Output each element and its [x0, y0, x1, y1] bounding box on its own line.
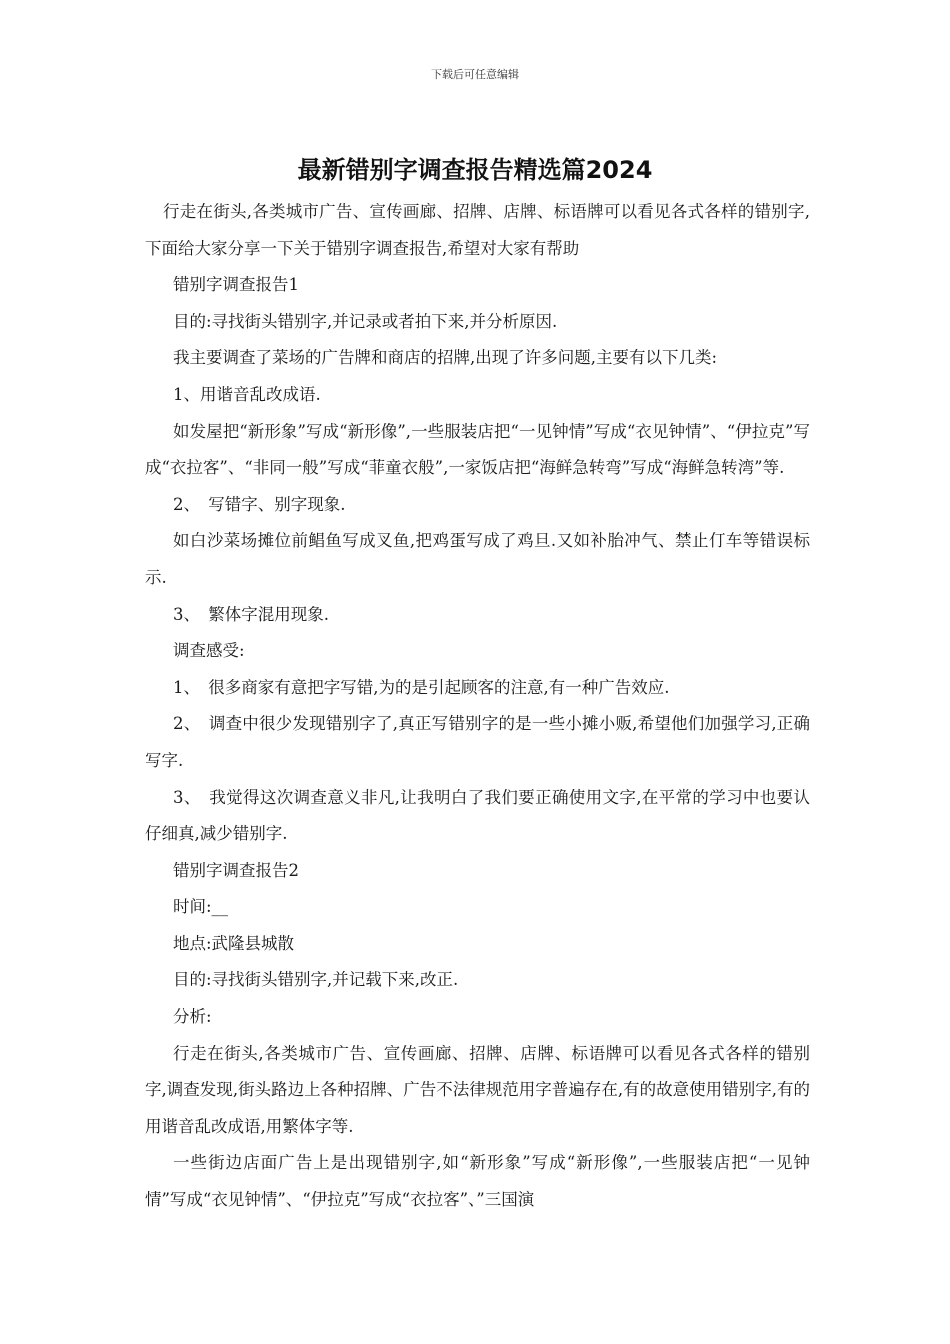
- paragraph: 目的:寻找街头错别字,并记载下来,改正.: [173, 970, 459, 990]
- header-note: 下载后可任意编辑: [431, 68, 519, 81]
- paragraph: 行走在街头,各类城市广告、宣传画廊、招牌、店牌、标语牌可以看见各式各样的错别字,调查发现,街头路边上各种招牌、广告不法律规范用字普遍存在,有的故意使用错别字,有的用谐音乱改成语,用繁体字等.: [145, 1043, 810, 1136]
- list-item: 1、用谐音乱改成语.: [173, 384, 321, 404]
- paragraph: 目的:寻找街头错别字,并记录或者拍下来,并分析原因.: [173, 311, 558, 331]
- section-heading-report-1: 错别字调查报告1: [173, 275, 299, 295]
- list-item: 3、 繁体字混用现象.: [173, 604, 329, 624]
- paragraph: 如白沙菜场摊位前鲳鱼写成叉鱼,把鸡蛋写成了鸡旦.又如补胎冲气、禁止仃车等错误标示.: [145, 531, 810, 587]
- paragraph: 如发屋把“新形象”写成“新形像”,一些服装店把“一见钟情”写成“衣见钟情”、“伊拉克”写成“衣拉客”、“非同一般”写成“菲童衣般”,一家饭店把“海鲜急转弯”写成“海鲜急转湾”等.: [145, 421, 810, 478]
- paragraph: 一些街边店面广告上是出现错别字,如“新形象”写成“新形像”,一些服装店把“一见钟情”写成“衣见钟情”、“伊拉克”写成“衣拉客”、”三国演: [145, 1153, 810, 1210]
- list-item: 3、 我觉得这次调查意义非凡,让我明白了我们要正确使用文字,在平常的学习中也要认仔细真,减少错别字.: [145, 787, 810, 844]
- list-item: 2、 写错字、别字现象.: [173, 494, 346, 514]
- document-body: [145, 194, 810, 1219]
- intro-paragraph: 行走在街头,各类城市广告、宣传画廊、招牌、店牌、标语牌可以看见各式各样的错别字,下面给大家分享一下关于错别字调查报告,希望对大家有帮助: [145, 202, 810, 258]
- paragraph: 时间:__: [173, 897, 229, 917]
- document-title: 最新错别字调查报告精选篇2024: [297, 156, 653, 184]
- paragraph: 地点:武隆县城散: [173, 933, 295, 953]
- list-item: 2、 调查中很少发现错别字了,真正写错别字的是一些小摊小贩,希望他们加强学习,正确写字.: [145, 714, 810, 770]
- section-heading-report-2: 错别字调查报告2: [173, 860, 299, 880]
- paragraph: 我主要调查了菜场的广告牌和商店的招牌,出现了许多问题,主要有以下几类:: [173, 348, 718, 368]
- paragraph: 调查感受:: [173, 641, 245, 661]
- list-item: 1、 很多商家有意把字写错,为的是引起顾客的注意,有一种广告效应.: [173, 677, 670, 697]
- paragraph: 分析:: [173, 1007, 212, 1027]
